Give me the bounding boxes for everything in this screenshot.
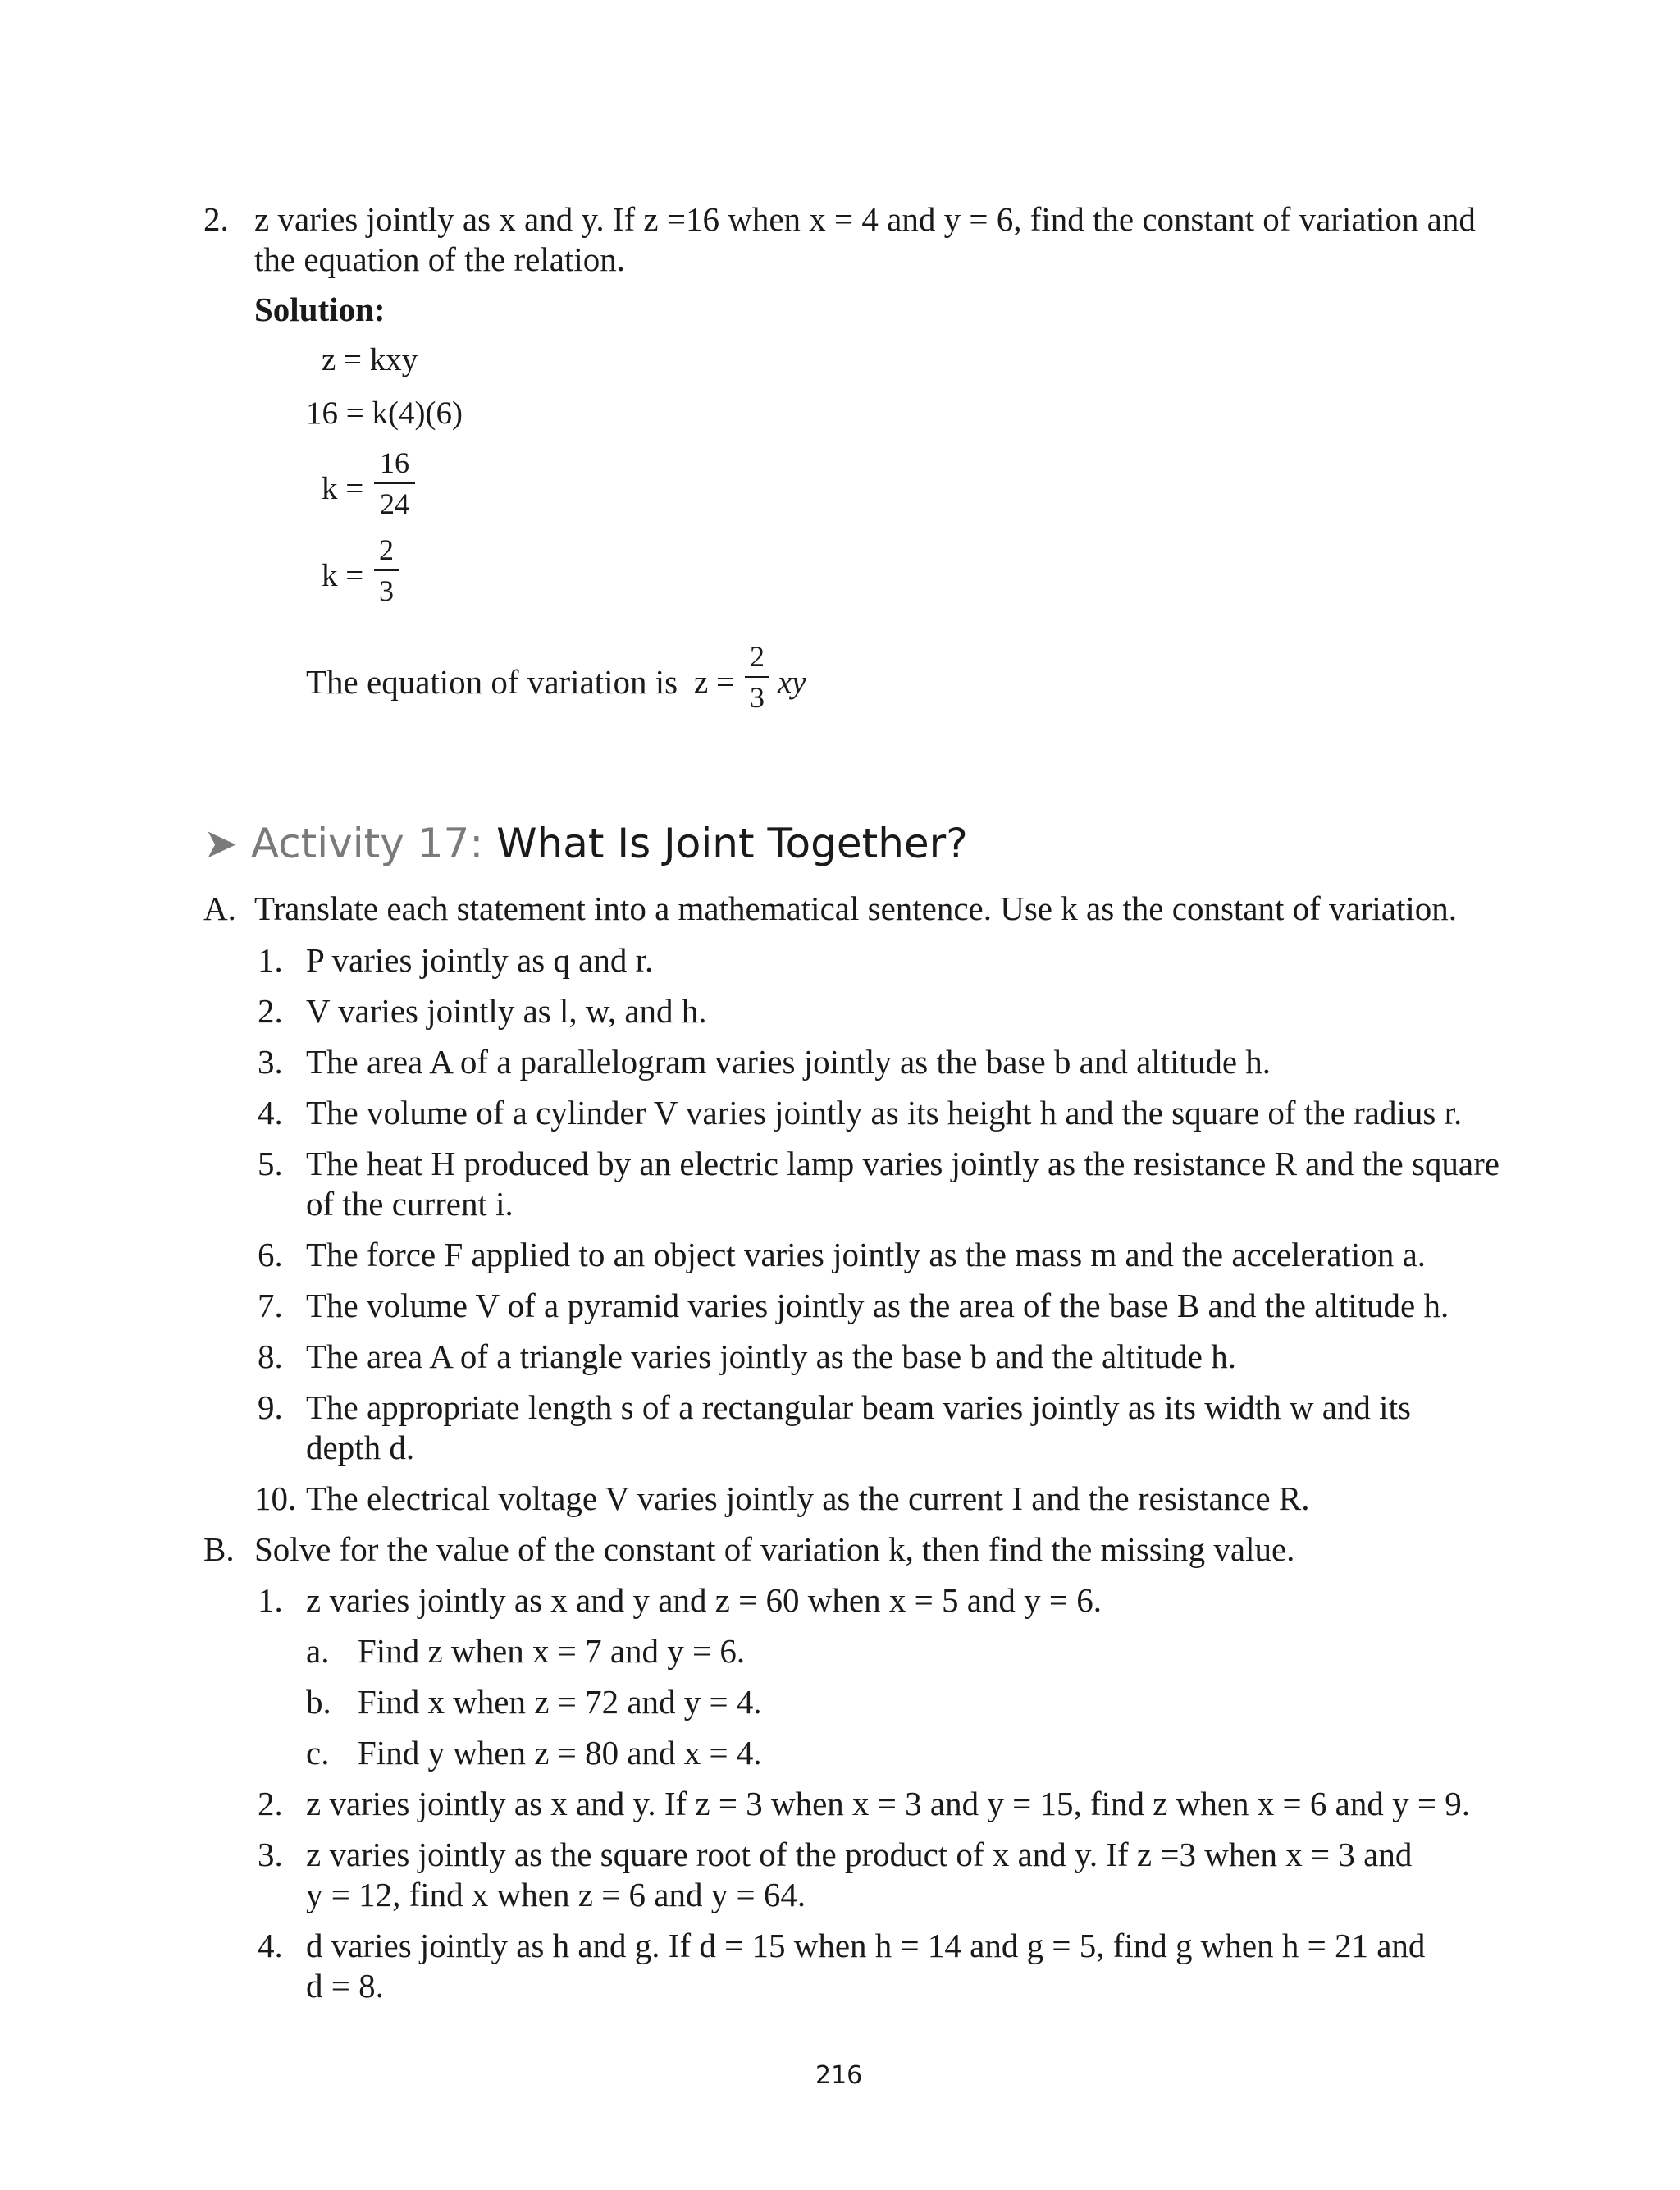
page-number: 216 xyxy=(815,2061,863,2090)
fraction-denominator: 3 xyxy=(379,574,394,607)
fraction-bar xyxy=(374,569,399,571)
list-item-number: 7. xyxy=(258,1287,283,1324)
list-item: The area A of a parallelogram varies jointly as the base b and altitude h. xyxy=(306,1043,1271,1081)
solution-label: Solution: xyxy=(254,290,386,328)
list-item: z varies jointly as x and y. If z = 3 when x = 3 and y = 15, find z when x = 6 and y = 9. xyxy=(306,1785,1470,1822)
sub-item-letter: a. xyxy=(306,1632,330,1670)
section-a-letter: A. xyxy=(203,889,236,927)
solution-step-1: z = kxy xyxy=(322,342,418,377)
conclusion-rhs: xy xyxy=(778,665,806,700)
conclusion-lhs: z = xyxy=(694,665,735,700)
list-item-number: 3. xyxy=(258,1836,283,1873)
list-item-number: 2. xyxy=(258,1785,283,1822)
activity-number: Activity 17: xyxy=(250,820,484,867)
list-item-number: 8. xyxy=(258,1337,283,1375)
solution-step-4-lhs: k = xyxy=(322,558,364,593)
problem-text-line2: the equation of the relation. xyxy=(254,240,625,278)
fraction-numerator: 2 xyxy=(750,640,765,673)
list-item-number: 4. xyxy=(258,1094,283,1132)
list-item-number: 9. xyxy=(258,1388,283,1426)
list-item-continuation: y = 12, find x when z = 6 and y = 64. xyxy=(306,1876,806,1913)
list-item: P varies jointly as q and r. xyxy=(306,941,654,979)
list-item-number: 6. xyxy=(258,1236,283,1273)
arrow-icon: ➤ xyxy=(203,820,238,867)
list-item-number: 4. xyxy=(258,1927,283,1964)
section-a-intro: Translate each statement into a mathematical sentence. Use k as the constant of variation. xyxy=(254,889,1458,927)
sub-item: Find z when x = 7 and y = 6. xyxy=(358,1632,746,1670)
fraction-numerator: 2 xyxy=(379,533,394,566)
sub-item: Find x when z = 72 and y = 4. xyxy=(358,1683,762,1721)
solution-step-3-lhs: k = xyxy=(322,471,364,506)
list-item: d varies jointly as h and g. If d = 15 when h = 14 and g = 5, find g when h = 21 and xyxy=(306,1927,1426,1964)
activity-heading xyxy=(203,819,968,868)
fraction-denominator: 3 xyxy=(750,681,765,714)
fraction-bar xyxy=(745,676,769,678)
list-item: The volume of a cylinder V varies jointly as its height h and the square of the radius r. xyxy=(306,1094,1463,1132)
sub-item: Find y when z = 80 and x = 4. xyxy=(358,1734,762,1772)
section-b-intro: Solve for the value of the constant of variation k, then find the missing value. xyxy=(254,1530,1295,1568)
list-item-continuation: depth d. xyxy=(306,1429,415,1466)
sub-item-letter: c. xyxy=(306,1734,330,1772)
list-item-number: 10. xyxy=(254,1479,297,1517)
list-item-number: 3. xyxy=(258,1043,283,1081)
fraction-16-over-24 xyxy=(374,446,415,520)
list-item: z varies jointly as x and y and z = 60 when x = 5 and y = 6. xyxy=(306,1581,1102,1619)
list-item-continuation: d = 8. xyxy=(306,1967,384,2005)
list-item: V varies jointly as l, w, and h. xyxy=(306,992,707,1030)
list-item: The area A of a triangle varies jointly as the base b and the altitude h. xyxy=(306,1337,1236,1375)
list-item: The appropriate length s of a rectangular beam varies jointly as its width w and its xyxy=(306,1388,1411,1426)
fraction-denominator: 24 xyxy=(380,487,409,520)
problem-text-line1: z varies jointly as x and y. If z =16 when x = 4 and y = 6, find the constant of variation and xyxy=(254,200,1476,238)
list-item: The electrical voltage V varies jointly as the current I and the resistance R. xyxy=(306,1479,1310,1517)
solution-step-2: 16 = k(4)(6) xyxy=(306,395,463,431)
problem-number: 2. xyxy=(203,200,229,238)
list-item: The volume V of a pyramid varies jointly as the area of the base B and the altitude h. xyxy=(306,1287,1449,1324)
sub-item-letter: b. xyxy=(306,1683,331,1721)
list-item: The heat H produced by an electric lamp varies jointly as the resistance R and the square xyxy=(306,1145,1500,1182)
list-item: The force F applied to an object varies jointly as the mass m and the acceleration a. xyxy=(306,1236,1427,1273)
conclusion-text: The equation of variation is xyxy=(306,663,678,701)
section-b-letter: B. xyxy=(203,1530,235,1568)
fraction-numerator: 16 xyxy=(380,446,409,479)
fraction-2-over-3 xyxy=(374,533,399,607)
conclusion-fraction xyxy=(745,640,769,714)
list-item-continuation: of the current i. xyxy=(306,1185,514,1223)
list-item-number: 1. xyxy=(258,1581,283,1619)
list-item: z varies jointly as the square root of the product of x and y. If z =3 when x = 3 and xyxy=(306,1836,1413,1873)
list-item-number: 1. xyxy=(258,941,283,979)
list-item-number: 5. xyxy=(258,1145,283,1182)
activity-title: What Is Joint Together? xyxy=(496,820,968,867)
fraction-bar xyxy=(374,482,415,484)
list-item-number: 2. xyxy=(258,992,283,1030)
